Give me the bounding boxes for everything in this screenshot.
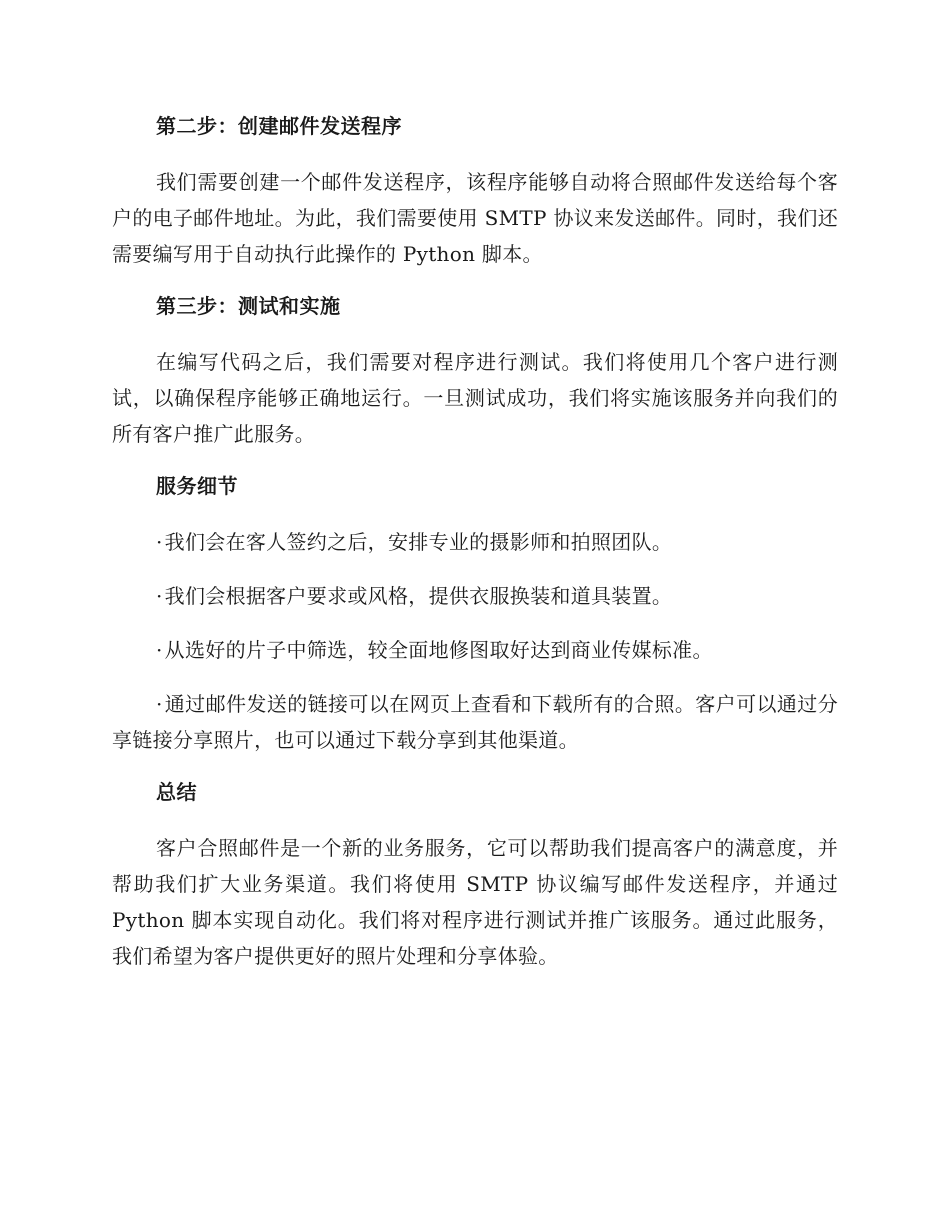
service-detail-item	[112, 524, 838, 560]
service-detail-text: 通过邮件发送的链接可以在网页上查看和下载所有的合照。客户可以通过分享链接分享照片，也可以通过下载分享到其他渠道。	[112, 692, 838, 752]
service-detail-item	[112, 686, 838, 758]
service-detail-text: 我们会根据客户要求或风格，提供衣服换装和道具装置。	[164, 584, 673, 608]
service-detail-item	[112, 632, 838, 668]
bullet-icon: ·	[156, 584, 163, 608]
section-paragraph-step-three: 在编写代码之后，我们需要对程序进行测试。我们将使用几个客户进行测试，以确保程序能够正确地运行。一旦测试成功，我们将实施该服务并向我们的所有客户推广此服务。	[112, 350, 838, 446]
service-details-heading: 服务细节	[156, 474, 238, 498]
service-detail-item	[112, 578, 838, 614]
summary-heading: 总结	[156, 780, 197, 804]
summary-paragraph: 客户合照邮件是一个新的业务服务，它可以帮助我们提高客户的满意度，并帮助我们扩大业务渠道。我们将使用 SMTP 协议编写邮件发送程序，并通过 Python 脚本实现自动化。我们将对程序进行测试并推广该服务。通过此服务，我们希望为客户提供更好的照片处理和分享体验。	[112, 836, 838, 968]
bullet-icon: ·	[156, 692, 163, 716]
section-heading-step-three: 第三步：测试和实施	[156, 294, 341, 318]
service-detail-text: 我们会在客人签约之后，安排专业的摄影师和拍照团队。	[164, 530, 673, 554]
section-heading-step-two: 第二步：创建邮件发送程序	[156, 114, 402, 138]
bullet-icon: ·	[156, 530, 163, 554]
document-body	[112, 108, 838, 974]
bullet-icon: ·	[156, 638, 163, 662]
section-paragraph-step-two: 我们需要创建一个邮件发送程序，该程序能够自动将合照邮件发送给每个客户的电子邮件地址。为此，我们需要使用 SMTP 协议来发送邮件。同时，我们还需要编写用于自动执行此操作的 Python 脚本。	[112, 170, 838, 266]
service-detail-text: 从选好的片子中筛选，较全面地修图取好达到商业传媒标准。	[164, 638, 713, 662]
